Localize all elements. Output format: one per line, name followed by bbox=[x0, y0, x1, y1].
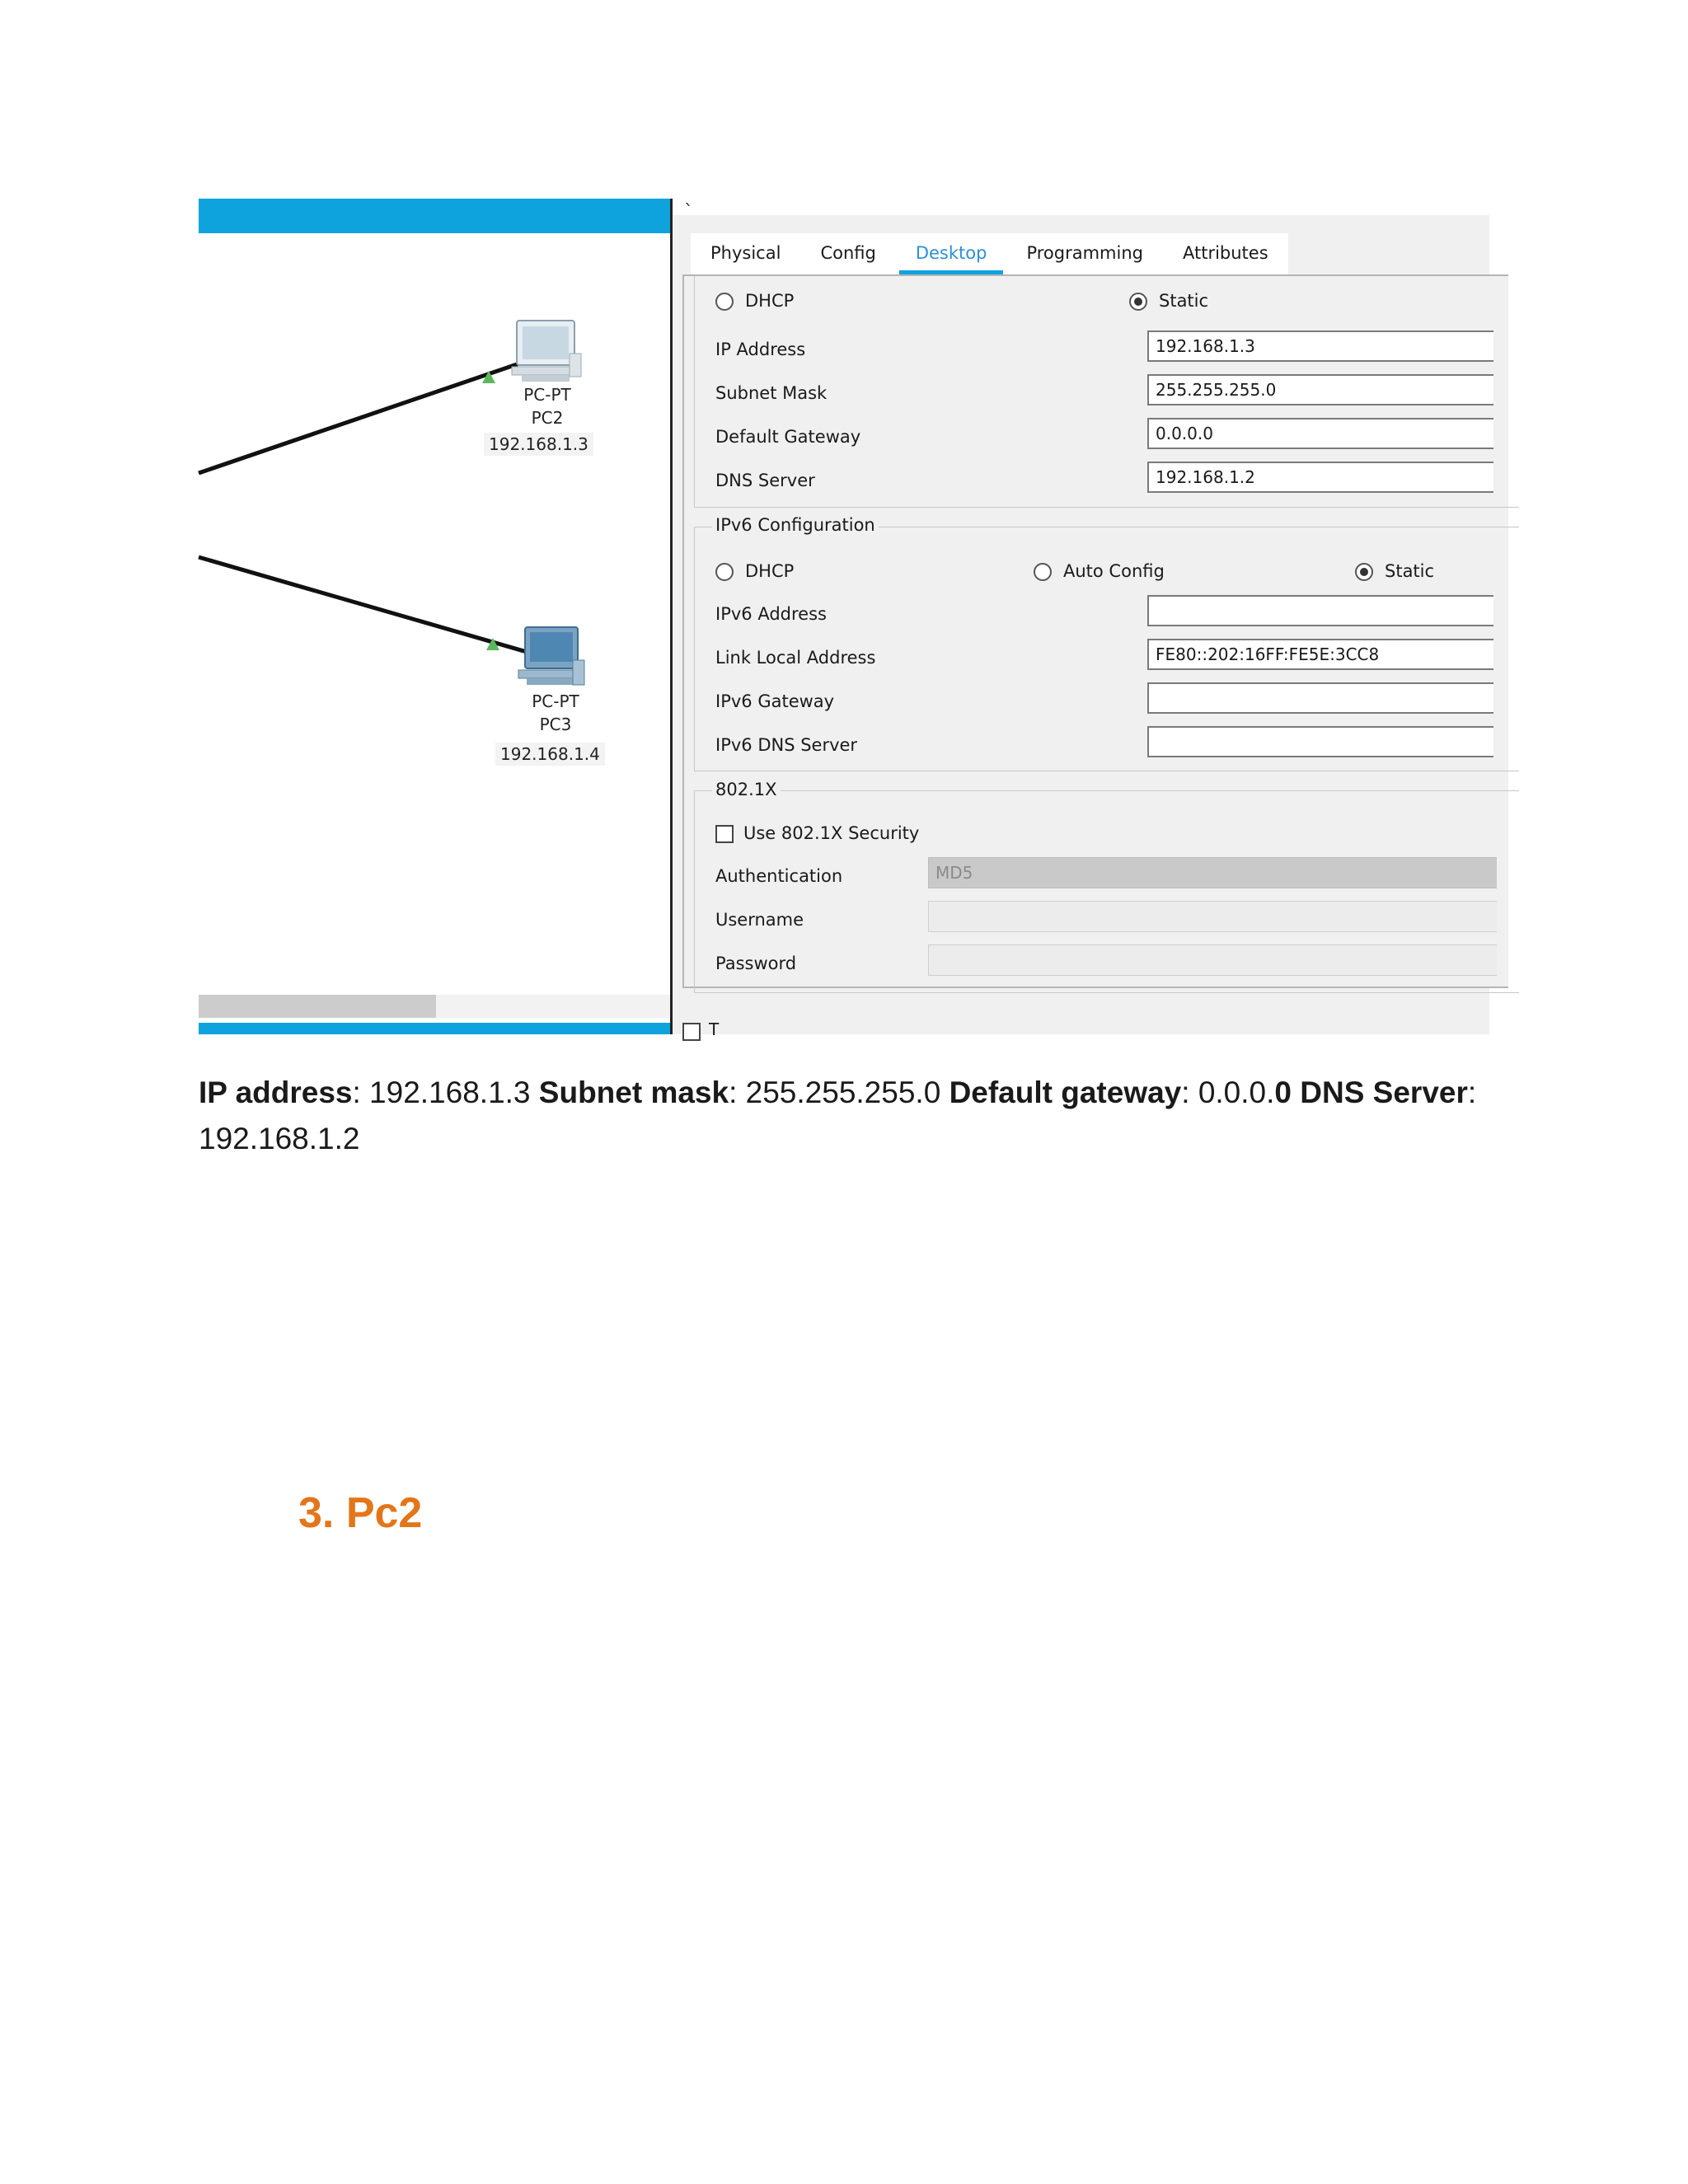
device-config-window bbox=[673, 202, 1489, 1039]
use-8021x-security-label: Use 802.1X Security bbox=[743, 823, 920, 843]
device-name-label: PC2 bbox=[531, 408, 564, 428]
authentication-label: Authentication bbox=[715, 866, 843, 886]
default-gateway-input[interactable] bbox=[1147, 418, 1493, 449]
ipv6-address-label: IPv6 Address bbox=[715, 604, 827, 624]
device-name-label: PC3 bbox=[539, 715, 572, 734]
bottom-option-label: T bbox=[709, 1019, 720, 1039]
password-label: Password bbox=[715, 954, 797, 973]
pc-icon[interactable] bbox=[512, 321, 581, 382]
ipv6-dhcp-radio[interactable] bbox=[715, 563, 734, 581]
device-type-label: PC-PT bbox=[523, 385, 571, 405]
ip-address-value: : 192.168.1.3 bbox=[352, 1076, 539, 1109]
device-ip-label: 192.168.1.4 bbox=[495, 743, 605, 766]
subnet-mask-term: Subnet mask bbox=[538, 1076, 729, 1109]
link-to-pc2 bbox=[199, 362, 524, 473]
workspace-bottom-bar bbox=[199, 1023, 670, 1034]
ipv4-dhcp-radio[interactable] bbox=[715, 293, 734, 311]
section-heading: 3. Pc2 bbox=[298, 1489, 423, 1537]
username-label: Username bbox=[715, 910, 804, 930]
device-type-label: PC-PT bbox=[532, 691, 579, 711]
tab-physical[interactable]: Physical bbox=[710, 243, 781, 263]
ip-address-term: IP address bbox=[199, 1076, 353, 1109]
tab-desktop[interactable]: Desktop bbox=[896, 233, 1007, 274]
default-gateway-value-tail: 0 bbox=[1274, 1076, 1292, 1109]
tab-config[interactable]: Config bbox=[820, 243, 876, 263]
topology-canvas bbox=[199, 199, 670, 1034]
link-local-address-label: Link Local Address bbox=[715, 648, 876, 668]
tab-attributes[interactable]: Attributes bbox=[1182, 243, 1268, 263]
device-ip-label: 192.168.1.3 bbox=[484, 433, 593, 456]
default-gateway-label: Default Gateway bbox=[715, 427, 861, 447]
ipv6-static-radio[interactable] bbox=[1355, 563, 1373, 581]
dns-server-term: DNS Server bbox=[1291, 1076, 1468, 1109]
ipv6-gateway-input[interactable] bbox=[1147, 682, 1493, 714]
username-input[interactable] bbox=[928, 901, 1497, 932]
horizontal-scrollbar-thumb[interactable] bbox=[199, 995, 436, 1018]
ipv6-group-title: IPv6 Configuration bbox=[712, 515, 879, 535]
ipv4-static-radio[interactable] bbox=[1129, 293, 1147, 311]
ipv4-dhcp-label: DHCP bbox=[745, 291, 795, 311]
bottom-option-checkbox[interactable] bbox=[682, 1023, 701, 1041]
ipv6-gateway-label: IPv6 Gateway bbox=[715, 691, 835, 711]
link-local-address-input[interactable] bbox=[1147, 639, 1493, 670]
tab-programming[interactable]: Programming bbox=[1026, 243, 1143, 263]
dot1x-group-title: 802.1X bbox=[712, 780, 781, 799]
ip-summary-paragraph bbox=[199, 1070, 1501, 1162]
ip-address-label: IP Address bbox=[715, 340, 806, 359]
ipv4-static-label: Static bbox=[1159, 291, 1209, 311]
subnet-mask-label: Subnet Mask bbox=[715, 383, 828, 403]
default-gateway-value: : 0.0.0. bbox=[1181, 1076, 1275, 1109]
dns-server-input[interactable] bbox=[1147, 462, 1493, 493]
packet-tracer-screenshot bbox=[199, 199, 1489, 1039]
ipv6-address-input[interactable] bbox=[1147, 595, 1493, 626]
pc-icon[interactable] bbox=[518, 627, 584, 685]
dns-server-label: DNS Server bbox=[715, 471, 815, 490]
ip-configuration-panel bbox=[682, 274, 1508, 988]
subnet-mask-input[interactable] bbox=[1147, 374, 1493, 405]
stray-mark: ` bbox=[684, 202, 693, 223]
ip-address-input[interactable] bbox=[1147, 330, 1493, 362]
subnet-mask-value: : 255.255.255.0 bbox=[729, 1076, 950, 1109]
ipv6-dns-server-label: IPv6 DNS Server bbox=[715, 735, 858, 755]
ipv6-dhcp-label: DHCP bbox=[745, 561, 795, 581]
ipv6-dns-server-input[interactable] bbox=[1147, 726, 1493, 757]
topology-workspace bbox=[199, 199, 670, 1034]
default-gateway-term: Default gateway bbox=[949, 1076, 1182, 1109]
ipv6-static-label: Static bbox=[1385, 561, 1435, 581]
use-8021x-security-checkbox[interactable] bbox=[715, 825, 734, 843]
link-to-pc3 bbox=[199, 557, 527, 652]
tab-bar bbox=[691, 233, 1288, 274]
password-input[interactable] bbox=[928, 944, 1497, 976]
ipv6-auto-config-label: Auto Config bbox=[1063, 561, 1165, 581]
ipv6-auto-config-radio[interactable] bbox=[1034, 563, 1052, 581]
dns-server-value: : 192.168.1.2 bbox=[199, 1076, 1477, 1155]
authentication-select[interactable] bbox=[928, 857, 1497, 888]
